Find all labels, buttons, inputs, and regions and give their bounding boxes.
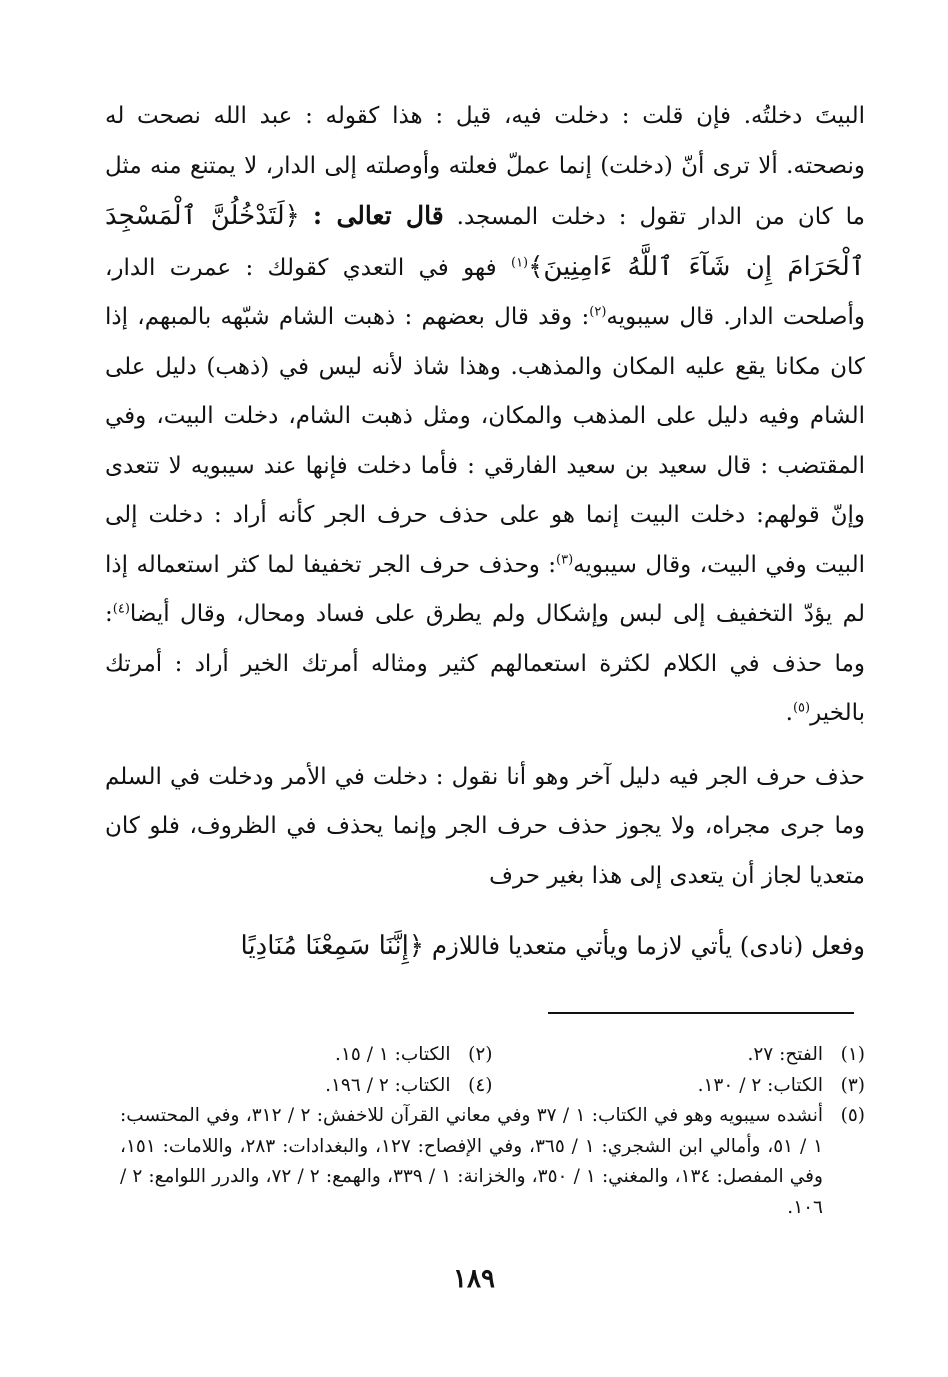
quran-verse: ﴿لَتَدْخُلُنَّ ٱلْمَسْجِدَ ٱلْحَرَامَ إِن شَآءَ ٱللَّهُ ءَامِنِينَ﴾ bbox=[105, 201, 865, 282]
qala-heading: قال تعالى : bbox=[312, 201, 444, 230]
footnote-1 bbox=[493, 1040, 866, 1071]
footnote-ref-4: (٤) bbox=[112, 601, 130, 617]
footnote-ref-1: (١) bbox=[510, 254, 529, 270]
text-segment: . bbox=[785, 700, 793, 726]
footnote-text: الكتاب: ١ / ١٥. bbox=[335, 1044, 451, 1065]
paragraph-2: حذف حرف الجر فيه دليل آخر وهو أنا نقول : دخلت في الأمر ودخلت في السلم وما جرى مجراه، ولا يجوز حذف حرف الجر وإنما يحذف في الظروف، فلو كان متعديا لجاز أن يتعدى إلى هذا بغير حرف bbox=[105, 763, 865, 889]
text-segment: البيتَ دخلتُه. فإن قلت : دخلت فيه، قيل : هذا كقوله : عبد الله نصحت له ونصحته. ألا ترى أنّ (دخلت) إنما عملّ فعلته وأوصلته إلى الدار، لا يمتنع منه مثل ما كان من الدار تقول : دخلت المسجد. bbox=[105, 103, 865, 230]
footnote-ref-5: (٥) bbox=[792, 700, 811, 716]
paragraph-3 bbox=[105, 921, 865, 972]
footnote-text: الكتاب: ٢ / ١٣٠. bbox=[697, 1074, 823, 1096]
quran-verse: ﴿إِنَّنَا سَمِعْنَا مُنَادِيًا bbox=[240, 931, 425, 961]
footnote-row bbox=[120, 1071, 865, 1102]
text-segment: فهو في التعدي كقولك : عمرت الدار، وأصلحت الدار. قال سيبويه bbox=[105, 254, 866, 330]
footnotes bbox=[120, 1040, 865, 1223]
footnote-number: (٥) bbox=[840, 1105, 865, 1126]
text-segment: : وما حذف في الكلام لكثرة استعمالهم كثير ومثاله أمرتك الخير أراد : أمرتك بالخير bbox=[105, 601, 865, 726]
text-segment: وفعل (نادى) يأتي لازما ويأتي متعديا فاللازم bbox=[424, 931, 865, 960]
footnote-2 bbox=[120, 1040, 493, 1071]
footnote-5 bbox=[120, 1101, 865, 1223]
main-text bbox=[105, 92, 865, 972]
footnote-ref-3: (٣) bbox=[556, 551, 574, 567]
footnote-row bbox=[120, 1040, 865, 1071]
footnote-divider bbox=[548, 1012, 854, 1014]
footnote-ref-2: (٢) bbox=[589, 304, 607, 320]
footnote-4 bbox=[120, 1071, 493, 1102]
footnote-text: الكتاب: ٢ / ١٩٦. bbox=[325, 1074, 451, 1096]
text-segment: : وحذف حرف الجر تخفيفا لما كثر استعماله إذا لم يؤدّ التخفيف إلى لبس وإشكال ولم يطرق على فساد ومحال، وقال أيضا bbox=[105, 551, 865, 627]
footnote-number: (١) bbox=[840, 1044, 865, 1065]
page-number: ١٨٩ bbox=[453, 1264, 495, 1294]
text-segment: : وقد قال بعضهم : ذهبت الشام شبّهه بالمبهم، إذا كان مكانا يقع عليه المكان والمذهب. وهذا شاذ لأنه ليس في (ذهب) دليل على الشام وفيه دليل على المذهب والمكان، ومثل ذهبت الشام، دخلت البيت، وفي المقتضب : قال سعيد بن سعيد الفارقي : فأما دخلت فإنها عند سيبويه لا تتعدى وإنّ قولهم: دخلت البيت إنما هو على حذف حرف الجر كأنه أراد : دخلت إلى البيت وفي البيت، وقال سيبويه bbox=[105, 304, 865, 578]
paragraph-1 bbox=[105, 92, 865, 739]
footnote-number: (٣) bbox=[840, 1074, 865, 1096]
footnote-number: (٢) bbox=[468, 1044, 493, 1065]
footnote-number: (٤) bbox=[468, 1074, 493, 1096]
footnote-3 bbox=[493, 1071, 866, 1102]
footnote-text: الفتح: ٢٧. bbox=[747, 1044, 823, 1065]
footnote-text: أنشده سيبويه وهو في الكتاب: ١ / ٣٧ وفي معاني القرآن للاخفش: ٢ / ٣١٢، وفي المحتسب: ١ / ٥١، وأمالي ابن الشجري: ١ / ٣٦٥، وفي الإفصاح: ١٢٧، والبغدادات: ٢٨٣، واللامات: ١٥١، وفي المفصل: ١٣٤، والمغني: ١ / ٣٥٠، والخزانة: ١ / ٣٣٩، والهمع: ٢ / ٧٢، والدرر اللوامع: ٢ / ١٠٦. bbox=[120, 1105, 824, 1218]
